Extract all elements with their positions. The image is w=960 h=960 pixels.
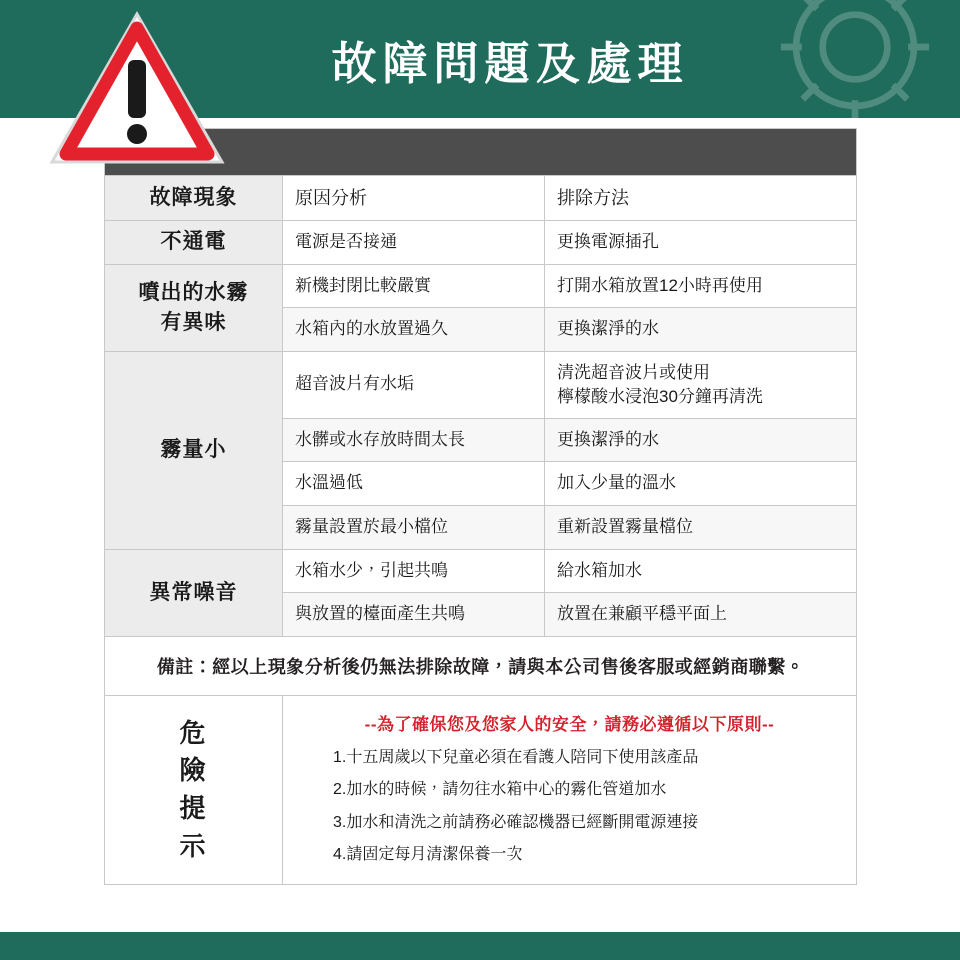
danger-label-char-2: 險 — [179, 755, 208, 786]
cause-cell: 水箱內的水放置過久 — [283, 308, 545, 352]
danger-item: 3.加水和清洗之前請務必確認機器已經斷開電源連接 — [333, 813, 699, 831]
solution-cell — [545, 352, 857, 419]
solution-line2: 檸檬酸水浸泡30分鐘再清洗 — [557, 386, 763, 406]
solution-cell: 重新設置霧量檔位 — [545, 505, 857, 549]
cause-cell: 水髒或水存放時間太長 — [283, 418, 545, 462]
symptom-noise: 異常噪音 — [105, 549, 283, 636]
table-row — [105, 549, 857, 593]
table-row — [105, 264, 857, 308]
solution-cell: 更換電源插孔 — [545, 221, 857, 265]
troubleshooting-table — [104, 128, 856, 885]
danger-item: 2.加水的時候，請勿往水箱中心的霧化管道加水 — [333, 781, 667, 799]
remark-row — [105, 636, 857, 695]
danger-title: --為了確保您及您家人的安全，請務必遵循以下原則-- — [364, 714, 775, 734]
header-cause: 原因分析 — [283, 176, 545, 221]
symptom-power: 不通電 — [105, 221, 283, 265]
symptom-odor-line1: 噴出的水霧 — [138, 281, 249, 305]
cause-cell: 水箱水少，引起共鳴 — [283, 549, 545, 593]
page-title: 故障問題及處理 — [331, 36, 689, 90]
cause-cell: 新機封閉比較嚴實 — [283, 264, 545, 308]
cause-cell: 電源是否接通 — [283, 221, 545, 265]
table-header-row — [105, 176, 857, 221]
remark-text: 備註：經以上現象分析後仍無法排除故障，請與本公司售後客服或經銷商聯繫。 — [105, 636, 857, 695]
header-symptom: 故障現象 — [105, 176, 283, 221]
cause-cell: 水溫過低 — [283, 462, 545, 506]
table-row — [105, 352, 857, 419]
solution-cell: 打開水箱放置12小時再使用 — [545, 264, 857, 308]
solution-cell: 更換潔淨的水 — [545, 418, 857, 462]
warning-triangle-icon — [48, 8, 226, 168]
solution-cell: 加入少量的溫水 — [545, 462, 857, 506]
danger-label-char-1: 危 — [179, 717, 208, 748]
danger-row — [105, 695, 857, 885]
header-solution: 排除方法 — [545, 176, 857, 221]
cause-cell: 霧量設置於最小檔位 — [283, 505, 545, 549]
cause-cell: 與放置的檯面產生共鳴 — [283, 593, 545, 637]
danger-label-char-4: 示 — [179, 830, 208, 861]
danger-item: 4.請固定每月清潔保養一次 — [333, 845, 523, 863]
solution-cell: 更換潔淨的水 — [545, 308, 857, 352]
solution-cell: 放置在兼顧平穩平面上 — [545, 593, 857, 637]
solution-line1: 清洗超音波片或使用 — [557, 363, 710, 383]
symptom-odor — [105, 264, 283, 351]
footer-bar — [0, 932, 960, 960]
cause-cell: 超音波片有水垢 — [283, 352, 545, 419]
danger-item: 1.十五周歲以下兒童必須在看護人陪同下使用該產品 — [333, 748, 699, 766]
solution-cell: 給水箱加水 — [545, 549, 857, 593]
symptom-low-mist: 霧量小 — [105, 352, 283, 550]
symptom-odor-line2: 有異味 — [160, 310, 227, 334]
danger-body — [283, 695, 857, 885]
danger-label — [105, 695, 283, 885]
danger-label-char-3: 提 — [179, 793, 208, 824]
table-row — [105, 221, 857, 265]
